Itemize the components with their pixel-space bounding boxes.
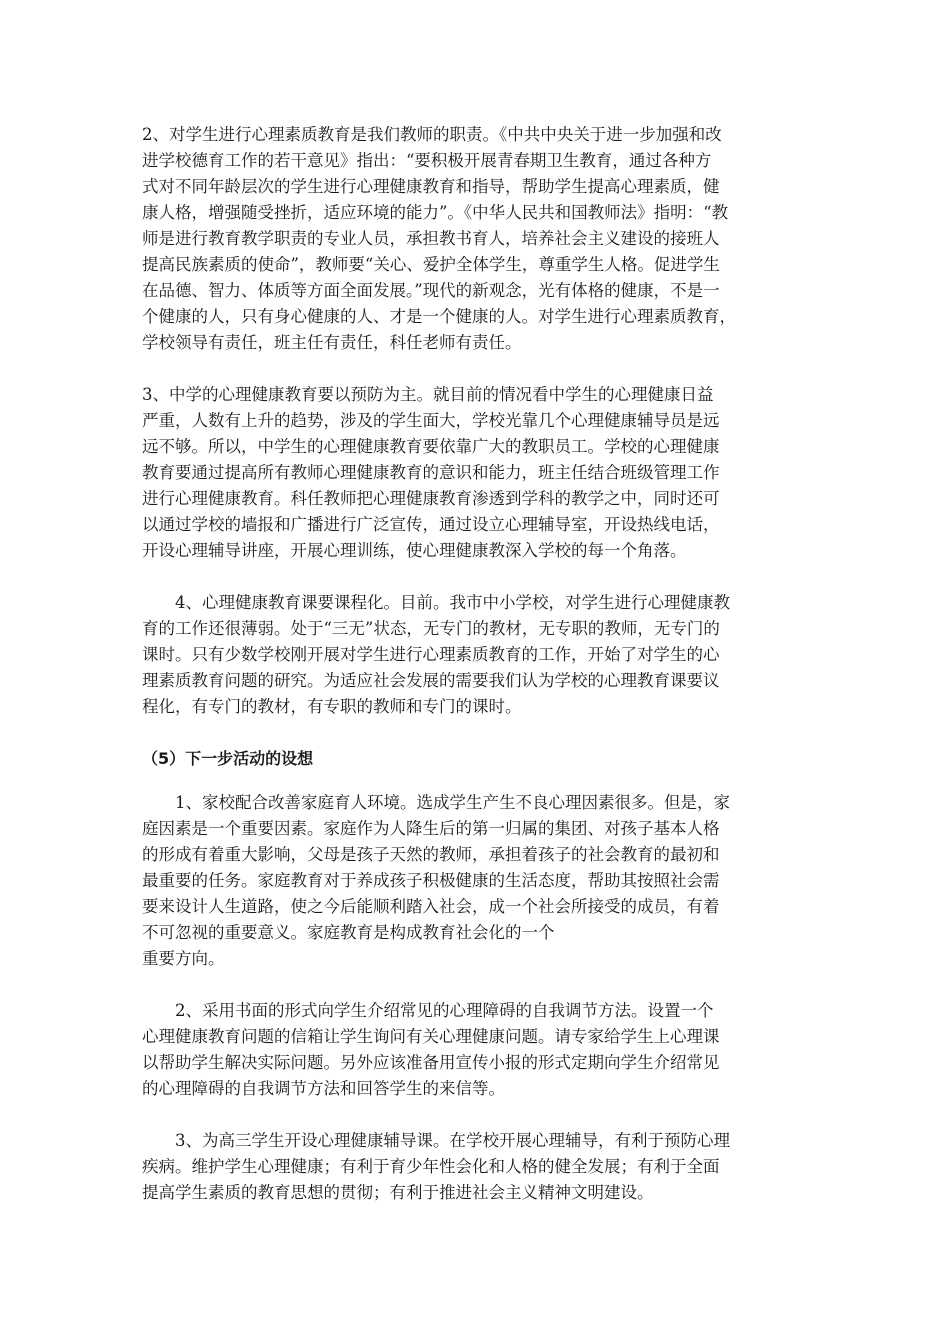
text-line: 2、对学生进行心理素质教育是我们教师的职责。《中共中央关于进一步加强和改 xyxy=(142,125,722,144)
text-line: 个健康的人，只有身心健康的人、才是一个健康的人。对学生进行心理素质教育， xyxy=(142,307,736,326)
text-line: 不可忽视的重要意义。家庭教育是构成教育社会化的一个 xyxy=(142,923,555,942)
text-line: 心理健康教育问题的信箱让学生询问有关心理健康问题。请专家给学生上心理课 xyxy=(142,1027,720,1046)
paragraph-gap xyxy=(142,772,810,790)
text-line: 最重要的任务。家庭教育对于养成孩子积极健康的生活态度，帮助其按照社会需 xyxy=(142,871,720,890)
paragraph-gap xyxy=(142,564,810,590)
text-line: 式对不同年龄层次的学生进行心理健康教育和指导，帮助学生提高心理素质，健 xyxy=(142,177,720,196)
paragraph-counseling-course xyxy=(142,1128,810,1206)
text-line: 提高学生素质的教育思想的贯彻；有利于推进社会主义精神文明建设。 xyxy=(142,1183,654,1202)
text-line: 进学校德育工作的若干意见》指出：“要积极开展青春期卫生教育，通过各种方 xyxy=(142,151,712,170)
paragraph-curriculum xyxy=(142,590,810,720)
text-line: 程化，有专门的教材，有专职的教师和专门的课时。 xyxy=(142,697,522,716)
text-line: 师是进行教育教学职责的专业人员，承担教书育人，培养社会主义建设的接班人 xyxy=(142,229,720,248)
text-line: 以通过学校的墙报和广播进行广泛宣传，通过设立心理辅导室，开设热线电话， xyxy=(142,515,720,534)
text-line: 远不够。所以，中学生的心理健康教育要依靠广大的教职员工。学校的心理健康 xyxy=(142,437,720,456)
text-line: 严重，人数有上升的趋势，涉及的学生面大，学校光靠几个心理健康辅导员是远 xyxy=(142,411,720,430)
paragraph-gap xyxy=(142,356,810,382)
text-line: 开设心理辅导讲座，开展心理训练，使心理健康教深入学校的每一个角落。 xyxy=(142,541,687,560)
text-line: 3、中学的心理健康教育要以预防为主。就目前的情况看中学生的心理健康日益 xyxy=(142,385,714,404)
text-line: 康人格，增强随受挫折，适应环境的能力”。《中华人民共和国教师法》指明：“教 xyxy=(142,203,729,222)
text-line: 育的工作还很薄弱。处于“三无”状态，无专门的教材，无专职的教师，无专门的 xyxy=(142,619,720,638)
text-line: 提高民族素质的使命”，教师要“关心、爱护全体学生，尊重学生人格。促进学生 xyxy=(142,255,720,274)
text-line: 课时。只有少数学校刚开展对学生进行心理素质教育的工作，开始了对学生的心 xyxy=(142,645,720,664)
paragraph-written-methods xyxy=(142,998,810,1102)
text-line: 教育要通过提高所有教师心理健康教育的意识和能力，班主任结合班级管理工作 xyxy=(142,463,720,482)
text-line: 以帮助学生解决实际问题。另外应该准备用宣传小报的形式定期向学生介绍常见 xyxy=(142,1053,720,1072)
text-line: 的心理障碍的自我调节方法和回答学生的来信等。 xyxy=(142,1079,505,1098)
paragraph-gap xyxy=(142,720,810,746)
text-line: 进行心理健康教育。科任教师把心理健康教育渗透到学科的教学之中，同时还可 xyxy=(142,489,720,508)
text-line: 疾病。维护学生心理健康；有利于育少年性会化和人格的健全发展；有利于全面 xyxy=(142,1157,720,1176)
text-line: 2、采用书面的形式向学生介绍常见的心理障碍的自我调节方法。设置一个 xyxy=(175,1001,714,1020)
paragraph-family-cooperation xyxy=(142,790,810,972)
paragraph-gap xyxy=(142,972,810,998)
text-line: 1、家校配合改善家庭育人环境。选成学生产生不良心理因素很多。但是，家 xyxy=(175,793,730,812)
text-line: 要来设计人生道路，使之今后能顺利踏入社会，成一个社会所接受的成员，有着 xyxy=(142,897,720,916)
text-line: 理素质教育问题的研究。为适应社会发展的需要我们认为学校的心理教育课要议 xyxy=(142,671,720,690)
paragraph-gap xyxy=(142,1102,810,1128)
text-line: 的形成有着重大影响，父母是孩子天然的教师，承担着孩子的社会教育的最初和 xyxy=(142,845,720,864)
paragraph-prevention xyxy=(142,382,810,564)
text-line: 在品德、智力、体质等方面全面发展。”现代的新观念，光有体格的健康，不是一 xyxy=(142,281,720,300)
text-line: 4、心理健康教育课要课程化。目前。我市中小学校，对学生进行心理健康教 xyxy=(175,593,730,612)
section-heading: （5）下一步活动的设想 xyxy=(142,749,314,768)
text-line: 重要方向。 xyxy=(142,949,225,968)
text-line: 学校领导有责任，班主任有责任，科任老师有责任。 xyxy=(142,333,522,352)
document-body xyxy=(142,122,810,1206)
text-line: 3、为高三学生开设心理健康辅导课。在学校开展心理辅导，有利于预防心理 xyxy=(175,1131,730,1150)
text-line: 庭因素是一个重要因素。家庭作为人降生后的第一归属的集团、对孩子基本人格 xyxy=(142,819,720,838)
paragraph-teacher-duty xyxy=(142,122,810,356)
